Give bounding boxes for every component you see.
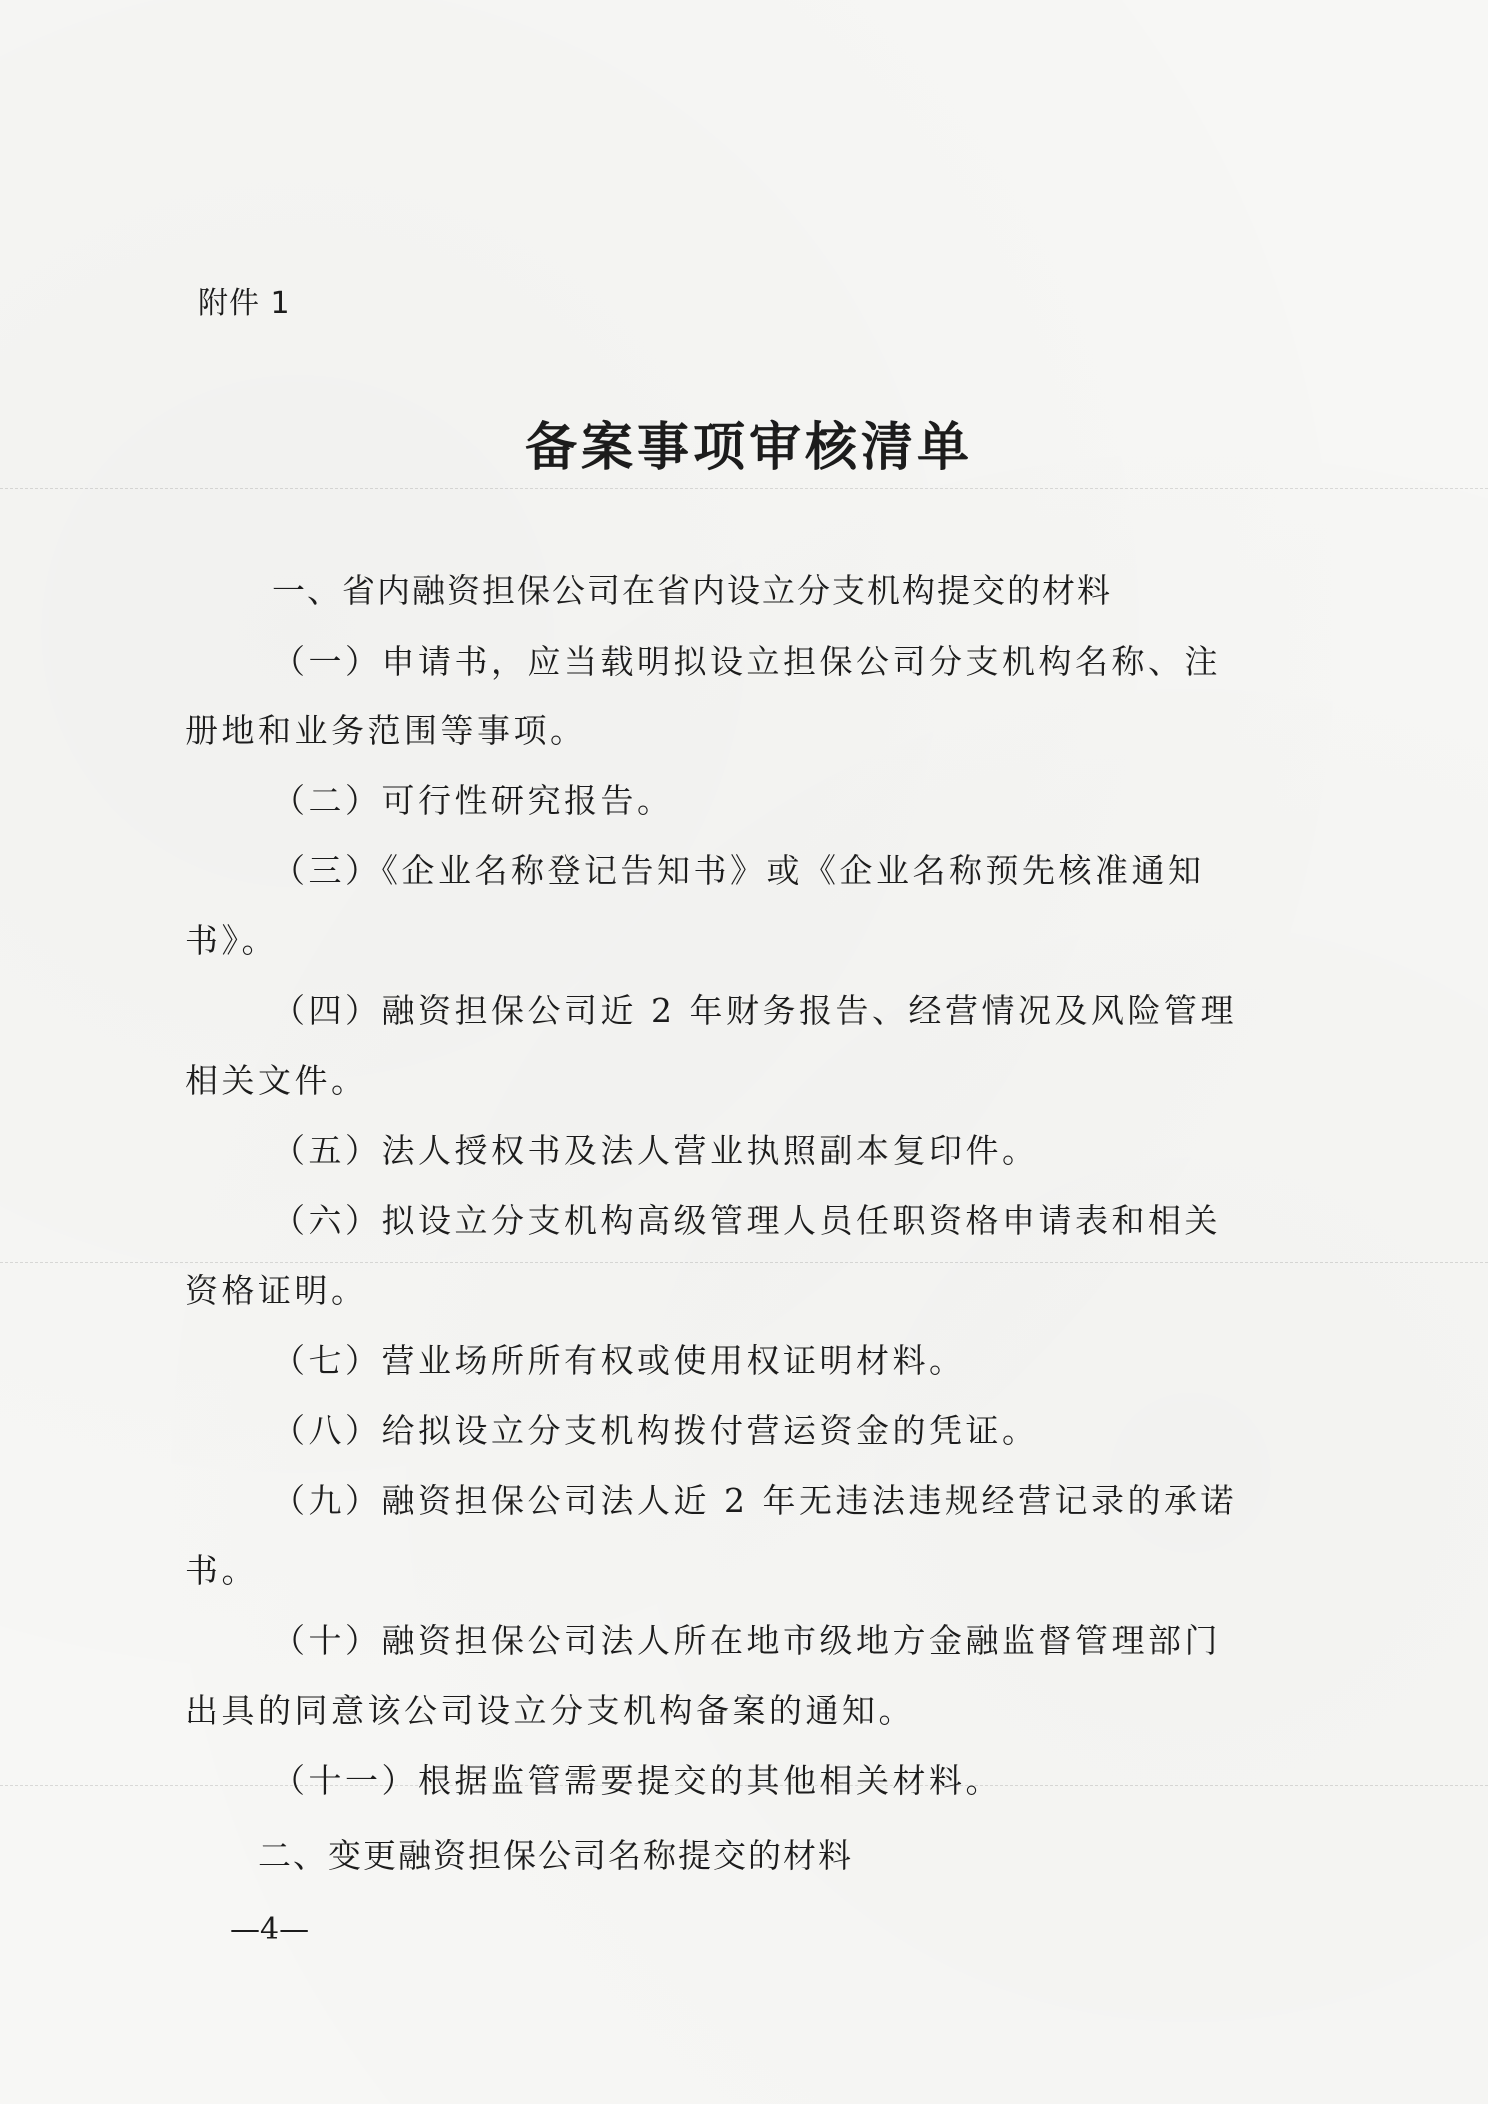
list-item-line: 相关文件。 [185,1061,368,1100]
list-item-line: （二）可行性研究报告。 [272,781,674,820]
list-item-line: （九）融资担保公司法人近 2 年无违法违规经营记录的承诺 [272,1481,1237,1520]
list-item-line: （六）拟设立分支机构高级管理人员任职资格申请表和相关 [272,1201,1221,1240]
scan-artifact-line [0,488,1488,489]
list-item-line: （三）《企业名称登记告知书》或《企业名称预先核准通知 [272,851,1205,890]
list-item-line: （十一）根据监管需要提交的其他相关材料。 [272,1761,1002,1800]
list-item-line: （一）申请书，应当载明拟设立担保公司分支机构名称、注 [272,642,1221,681]
list-item-line: 书》。 [185,921,278,960]
list-item-line: 书。 [185,1551,258,1590]
attachment-label: 附件 1 [198,286,291,321]
page-number: —4— [230,1912,310,1947]
list-item-line: （五）法人授权书及法人营业执照副本复印件。 [272,1131,1039,1170]
list-item-line: （七）营业场所所有权或使用权证明材料。 [272,1341,966,1380]
list-item-line: （四）融资担保公司近 2 年财务报告、经营情况及风险管理 [272,991,1237,1030]
list-item-line: 册地和业务范围等事项。 [185,711,587,750]
list-item-line: （十）融资担保公司法人所在地市级地方金融监督管理部门 [272,1621,1221,1660]
list-item-line: （八）给拟设立分支机构拨付营运资金的凭证。 [272,1411,1039,1450]
list-item-line: 出具的同意该公司设立分支机构备案的通知。 [185,1691,915,1730]
scan-artifact-line [0,1262,1488,1263]
section-2-heading: 二、变更融资担保公司名称提交的材料 [258,1836,853,1875]
list-item-line: 资格证明。 [185,1271,368,1310]
document-title: 备案事项审核清单 [524,418,973,478]
section-1-heading: 一、省内融资担保公司在省内设立分支机构提交的材料 [272,571,1112,610]
